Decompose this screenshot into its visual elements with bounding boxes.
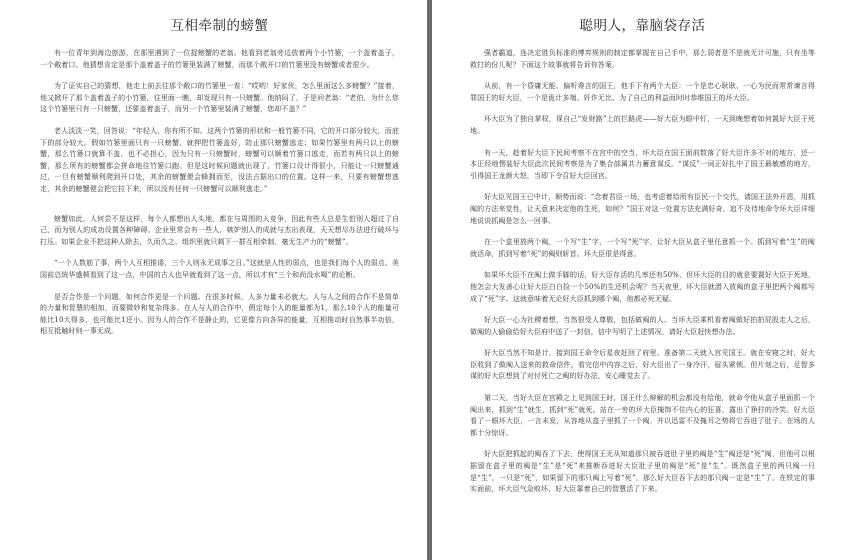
right-paragraph: 第二天，当好大臣在宫殿之上见到国王时，国王什么辩解的机会都没有给他，就命令他从盒子里面抓一个阄出来，抓到“生”就生，抓到“死”就死。站在一旁的坏大臣掩饰不住内心的狂喜，露出了狰狞的冷笑。好大臣看了一眼坏大臣，一言未发，从容地从盒子里抓了一个阄，并以迅雷不及掩耳之势将它吞进了肚子。在场的人都十分惊讶。 (470, 394, 815, 437)
right-paragraph: 好大臣把抓起的阄吞了下去，使得国王无从知道那只被吞进肚子里的阄是“生”阄还是“死”阄，但他可以根据留在盒子里的阄是“生”是“死”来推断吞进好大臣肚子里的阄是“死”是“生”。既然盒子里的两只阄一只是“生”，一只是“死”，如果留下的那只阄上写着“死”，那么好大臣吞下去的那只阄一定是“生”了。在铁定的事实面前，坏大臣气急败坏，好大臣靠着自己的智慧活了下来。 (470, 450, 815, 494)
right-paragraph: 坏大臣为了独自掌权，视自己“发财路”上的拦路虎——好大臣为眼中钉，一天到晚想着如何置好大臣于死地。 (470, 115, 815, 135)
left-paragraph: 有一位青年到海边旅游，在那里遇到了一位捉螃蟹的老翁。他看到老翁旁边放着两个小竹篓，一个盖着盖子，一个敞着口。他猜想肯定是那个盖着盖子的竹篓里装满了螃蟹，而那个敞开口的竹篓里没有螃蟹或者很少。 (40, 49, 399, 69)
right-page-title: 聪明人，靠脑袋存活 (579, 18, 706, 34)
left-page-title: 互相牵制的螃蟹 (170, 18, 269, 34)
left-page (0, 0, 427, 560)
left-paragraph: 是否合作是一个问题，如何合作更是一个问题。在很多时候，人多力量未必就大。人与人之间的合作不是简单的力量和智慧的相加，而要微妙和复杂得多。在人与人的合作中，假定每个人的能量都为1，那么10个人的能量可能比10大得多，也可能比1还小。因为人的合作不是静止的，它更像方向各异的能量，互相推动时自然事半功倍，相互抵触时则一事无成。 (40, 292, 399, 336)
right-paragraph: 好大臣当然不知是计，接到国王命令后星夜赶回了府里。准备第二天就入宫见国王。就在安寝之时，好大臣收到了做阄人送来的救命信件。看完信中内容之后，好大臣出了一身冷汗，眉头紧锁。但片刻之后，足智多谋的好大臣想到了对付死亡之阄的好办法，安心睡觉去了。 (470, 349, 815, 381)
right-paragraph: 如果坏大臣不在阄上做手脚的话，好大臣存活的几率还有50%，但坏大臣的目的就是要置好大臣于死地，他怎会大发善心让好大臣白白捡一个50%的生还机会呢？当天夜里，坏大臣就潜入放阄的盒子里把两个阄都写成了“死”字。这就意味着无论好大臣抓到哪个阄，他都必死无疑。 (470, 271, 815, 303)
right-page (432, 0, 859, 560)
left-paragraph: 老人淡淡一笑，回答说：“年轻人，你有所不知。这两个竹篓的形状和一般竹篓不同，它的开口部分较大，而底下的部分较大。假如竹篓里面只有一只螃蟹，就押把竹篓盖好，防止那只螃蟹逃走；如果竹篓里有两只以上的螃蟹，那么竹篓口就算不盖，也不必担心，因为只有一只螃蟹时，螃蟹可以顺着竹篓口逃走，而若有两只以上的螃蟹，那么所有的螃蟹都会拼命地往竹篓口跑。但是这时候问题就出现了，竹篓口设计得很小，只能让一只螃蟹通过，一旦有螃蟹顺利爬到开口处，其余的螃蟹便会蜂拥而至，没法占据出口的位置。这样一来，只要有螃蟹想逃走，其余的螃蟹便会把它拉下来，所以没有任何一只螃蟹可以顺利逃走。” (40, 126, 399, 193)
left-paragraph: 为了证实自己的猜想，他走上前去往那个敞口的竹篓里一看：“哎哟！好家伙，怎么里面这么多螃蟹？”接着，他又掀开了那个盖着盖子的小竹篓，往里面一瞧，却发现只有一只螃蟹。他纳闷了，于是问老翁：“老伯，为什么您这个竹篓里只有一只螃蟹，还要盖着盖子，而另一个竹篓里装满了螃蟹，您却不盖？” (40, 82, 399, 114)
left-paragraph: 螃蟹如此，人何尝不是这样，每个人都想出人头地，都在与周围的人竞争，因此有些人总是生怕别人超过了自己，而为别人的成功设置各种障碍。企业里常会有一些人，嫉妒别人的成就与杰出表现，天天想尽办法进行破坏与打压。如果企业不把这种人除去，久而久之，组织里就只剩下一群互相牵制、毫无生产力的“螃蟹”。 (40, 214, 399, 246)
right-paragraph: 有一天，趁着好大臣下民间考察不在宫中的空当，坏大臣在国王面前数落了好大臣许多不对的地方，还一本正经地愣装好大臣此次民间考察是为了集合部属共力蓄意谋反。“谋反”一词正好扎中了国王最敏感的地方，引得国王龙颜大怒，当即下令召好大臣回宫。 (470, 148, 815, 180)
right-paragraph: 从前，有一个昏庸无能、偏听谗言的国王，他手下有两个大臣：一个是忠心耿耿、一心为民而常常谏言得罪国王的好大臣，一个是诡计多端、奸诈无比、为了自己的利益而时时恭维国王的坏大臣。 (470, 82, 815, 102)
right-paragraph: 好大臣见国王已中计，顺势而说：“念着君臣一场，也考虑着给所有臣民一个交代，请国王法外开恩，用抓阄的方法来觉性，让天意来决定他的生死，如何？”国王对这一处置方法充满好奇，追不及待地命令坏大臣详细地说说抓阄是怎么一回事。 (470, 193, 815, 225)
right-paragraph: 强者霸道，连决定胜负标准的博弈规则的制定都掌握在自己手中，那么弱者是不是就无计可施，只有坐等救打的份儿呢？下面这个故事就将告诉你答案。 (470, 49, 815, 69)
left-paragraph: “一个人数筋了事，两个人互相推诿，三个人则永无成事之日。”这就是人性的弱点，也是我们每个人的弱点。美国前总统华盛顿看到了这一点，中国的古人也早就看到了这一点，所以才有“三个和尚没水喝”的论断。 (40, 259, 399, 279)
right-paragraph: 好大臣一心为社稷着想，当然很受人尊敬，包括做阄的人。当坏大臣乘机看着阄做好拍拍屁股走人之后，做阄的人偷偷给好大臣府中送了一封信，信中写明了上述情况，请好大臣赶快想办法。 (470, 316, 815, 336)
right-paragraph: 在一个盒里放两个阄，一个写“生”字，一个写“死”字，让好大臣从盒子里任意抓一个。抓到写着“生”的阄就活命，抓到写着“死”的阄则斩首。坏大臣很是得意。 (470, 238, 815, 258)
